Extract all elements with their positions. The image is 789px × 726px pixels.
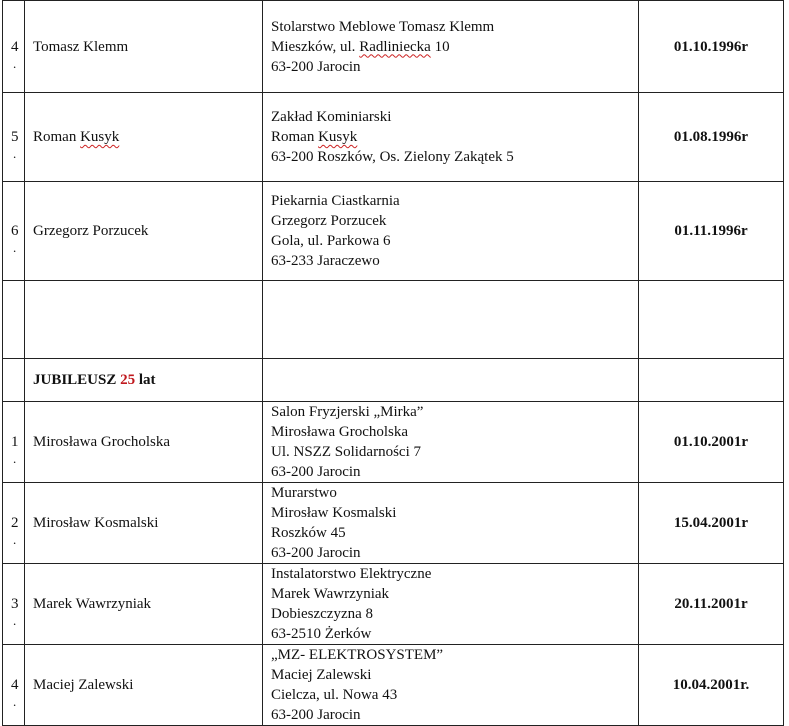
jubilee-header-row bbox=[3, 359, 784, 402]
address-line bbox=[271, 127, 638, 147]
address-text: Roszków 45 bbox=[271, 525, 346, 541]
row-number bbox=[3, 483, 25, 564]
empty-cell bbox=[639, 281, 784, 359]
address-text: 10 bbox=[430, 38, 450, 55]
start-date: 01.11.1996r bbox=[639, 182, 784, 281]
start-date: 15.04.2001r bbox=[639, 483, 784, 564]
address-text: Roman bbox=[271, 129, 319, 145]
address-line bbox=[271, 422, 638, 442]
business-address bbox=[263, 93, 639, 182]
address-line bbox=[271, 564, 638, 584]
person-name bbox=[25, 564, 263, 645]
address-line bbox=[271, 543, 638, 563]
address-text: Instalatorstwo Elektryczne bbox=[271, 566, 432, 582]
table-row bbox=[3, 564, 784, 645]
address-text: Zakład Kominiarski bbox=[271, 109, 392, 125]
address-text: Gola, ul. Parkowa 6 bbox=[271, 233, 391, 249]
person-name-part: Mirosława Grocholska bbox=[33, 434, 171, 450]
table-row bbox=[3, 182, 784, 281]
row-number-digit: 2 bbox=[11, 515, 19, 531]
address-text: Ul. NSZZ Solidarności 7 bbox=[271, 444, 421, 460]
row-number bbox=[3, 1, 25, 93]
address-line bbox=[271, 442, 638, 462]
jubilee-heading bbox=[25, 359, 263, 402]
empty-cell bbox=[639, 359, 784, 402]
row-number-marker: . bbox=[13, 694, 17, 709]
table-row bbox=[3, 645, 784, 726]
address-line bbox=[271, 624, 638, 644]
address-text: Stolarstwo Meblowe Tomasz Klemm bbox=[271, 18, 495, 35]
address-text: Cielcza, ul. Nowa 43 bbox=[271, 687, 398, 703]
business-address bbox=[263, 182, 639, 281]
address-line bbox=[271, 462, 638, 482]
row-number bbox=[3, 645, 25, 726]
person-name bbox=[25, 402, 263, 483]
table-body-separator bbox=[3, 281, 784, 402]
address-line bbox=[271, 584, 638, 604]
address-text: 63-233 Jaraczewo bbox=[271, 253, 380, 269]
jubilee-prefix: JUBILEUSZ bbox=[33, 372, 121, 388]
address-text: 63-200 Jarocin bbox=[271, 707, 361, 723]
address-text: Mirosław Kosmalski bbox=[271, 505, 397, 521]
person-name bbox=[25, 1, 263, 93]
start-date: 10.04.2001r. bbox=[639, 645, 784, 726]
address-text: Grzegorz Porzucek bbox=[271, 213, 387, 229]
jubilee-suffix: lat bbox=[135, 372, 156, 388]
address-line bbox=[271, 107, 638, 127]
row-number-marker: . bbox=[13, 451, 17, 466]
empty-cell bbox=[3, 281, 25, 359]
row-number bbox=[3, 402, 25, 483]
start-date: 01.10.1996r bbox=[639, 1, 784, 93]
empty-cell bbox=[263, 281, 639, 359]
person-name bbox=[25, 645, 263, 726]
address-line bbox=[271, 231, 638, 251]
row-number-marker: . bbox=[13, 55, 17, 71]
row-number-digit: 5 bbox=[11, 129, 19, 145]
table-row bbox=[3, 1, 784, 93]
start-date: 01.08.1996r bbox=[639, 93, 784, 182]
row-number-digit: 6 bbox=[11, 223, 19, 239]
address-line bbox=[271, 685, 638, 705]
address-line bbox=[271, 604, 638, 624]
address-line bbox=[271, 523, 638, 543]
person-name-part: Mirosław Kosmalski bbox=[33, 515, 159, 531]
business-address bbox=[263, 645, 639, 726]
address-line bbox=[271, 37, 638, 57]
row-number-digit: 4 bbox=[11, 677, 19, 693]
empty-cell bbox=[3, 359, 25, 402]
table-row bbox=[3, 402, 784, 483]
empty-cell bbox=[25, 281, 263, 359]
row-number-marker: . bbox=[13, 240, 17, 255]
row-number-marker: . bbox=[13, 532, 17, 547]
document-page bbox=[2, 0, 783, 726]
address-line bbox=[271, 191, 638, 211]
business-address bbox=[263, 483, 639, 564]
address-line bbox=[271, 402, 638, 422]
person-name-part: Marek Wawrzyniak bbox=[33, 596, 152, 612]
address-text: Dobieszczyzna 8 bbox=[271, 606, 374, 622]
table-body-2001 bbox=[3, 402, 784, 726]
business-address bbox=[263, 402, 639, 483]
jubilee-years: 25 bbox=[120, 372, 136, 388]
address-text: 63-200 Jarocin bbox=[271, 58, 361, 75]
address-text: Salon Fryzjerski „Mirka” bbox=[271, 404, 424, 420]
start-date: 01.10.2001r bbox=[639, 402, 784, 483]
person-name bbox=[25, 93, 263, 182]
business-address bbox=[263, 564, 639, 645]
start-date: 20.11.2001r bbox=[639, 564, 784, 645]
address-text: 63-200 Jarocin bbox=[271, 545, 361, 561]
address-text: 63-2510 Żerków bbox=[271, 626, 372, 642]
address-line bbox=[271, 645, 638, 665]
address-line bbox=[271, 147, 638, 167]
person-name-part: Grzegorz Porzucek bbox=[33, 223, 149, 239]
empty-cell bbox=[263, 359, 639, 402]
person-name-part: Maciej Zalewski bbox=[33, 677, 134, 693]
business-address bbox=[263, 1, 639, 93]
person-name bbox=[25, 483, 263, 564]
row-number bbox=[3, 182, 25, 281]
table-row bbox=[3, 93, 784, 182]
address-text: 63-200 Roszków, Os. Zielony Zakątek 5 bbox=[271, 149, 514, 165]
address-text: Mieszków, ul. bbox=[271, 38, 360, 55]
address-line bbox=[271, 665, 638, 685]
table-row bbox=[3, 483, 784, 564]
address-line bbox=[271, 57, 638, 77]
table-body-1996 bbox=[3, 1, 784, 281]
person-name bbox=[25, 182, 263, 281]
address-line bbox=[271, 503, 638, 523]
address-text: Piekarnia Ciastkarnia bbox=[271, 193, 400, 209]
address-line bbox=[271, 17, 638, 37]
address-text: Kusyk bbox=[318, 129, 358, 145]
row-number-digit: 3 bbox=[11, 596, 19, 612]
address-text: Mirosława Grocholska bbox=[271, 424, 409, 440]
address-text: Maciej Zalewski bbox=[271, 667, 372, 683]
empty-row bbox=[3, 281, 784, 359]
row-number bbox=[3, 93, 25, 182]
address-text: „MZ- ELEKTROSYSTEM” bbox=[271, 647, 444, 663]
jubilee-table bbox=[2, 0, 784, 726]
address-text: Murarstwo bbox=[271, 485, 337, 501]
address-text: 63-200 Jarocin bbox=[271, 464, 361, 480]
row-number bbox=[3, 564, 25, 645]
person-name-part: Kusyk bbox=[80, 129, 120, 145]
row-number-digit: 4 bbox=[11, 38, 19, 55]
address-text: Marek Wawrzyniak bbox=[271, 586, 390, 602]
address-line bbox=[271, 251, 638, 271]
address-line bbox=[271, 705, 638, 725]
person-name-part: Roman bbox=[33, 129, 81, 145]
address-line bbox=[271, 483, 638, 503]
person-name-part: Tomasz Klemm bbox=[33, 38, 129, 55]
row-number-digit: 1 bbox=[11, 434, 19, 450]
row-number-marker: . bbox=[13, 613, 17, 628]
address-text: Radliniecka bbox=[359, 38, 431, 55]
address-line bbox=[271, 211, 638, 231]
row-number-marker: . bbox=[13, 146, 17, 161]
